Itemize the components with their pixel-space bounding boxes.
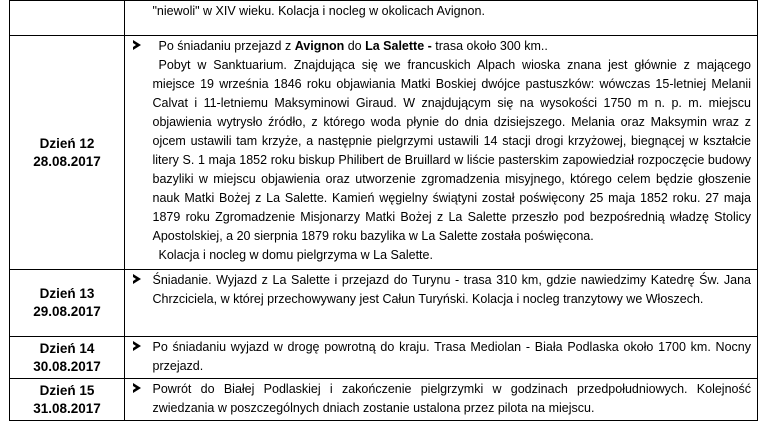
day-cell <box>10 270 125 337</box>
table-row <box>10 337 758 379</box>
day-cell <box>10 337 125 379</box>
day-cell <box>10 1 125 36</box>
description-text: Śniadanie. Wyjazd z La Salette i przejazd do Turynu - trasa 310 km, gdzie nawiedzimy Katedrę Św. Jana Chrzciciela, w której przechowywany jest Całun Turyński. Kolacja i nocleg tranzytowy we Włoszech. <box>152 273 751 306</box>
description-cell <box>149 270 758 337</box>
day-label: Dzień 15 <box>39 382 95 398</box>
description-cell <box>149 337 758 379</box>
description-lead: Po śniadaniu przejazd z Avignon do La Salette - trasa około 300 km.. <box>158 39 548 53</box>
table-row <box>10 379 758 421</box>
description-text: "niewoli" w XIV wieku. Kolacja i nocleg w okolicach Avignon. <box>152 4 485 18</box>
day-label: Dzień 12 <box>39 135 95 151</box>
day-date: 28.08.2017 <box>33 153 101 169</box>
day-date: 30.08.2017 <box>33 358 101 374</box>
day-date: 31.08.2017 <box>33 400 101 416</box>
day-label: Dzień 13 <box>39 286 95 301</box>
bullet-cell <box>125 1 149 36</box>
day-label: Dzień 14 <box>39 340 95 356</box>
table-row <box>10 270 758 337</box>
table-row <box>10 36 758 270</box>
bullet-cell <box>125 36 149 270</box>
table-row <box>10 1 758 36</box>
day-date: 29.08.2017 <box>33 304 101 319</box>
bullet-cell <box>125 337 149 379</box>
arrow-bullet-icon <box>133 383 141 393</box>
description-cell <box>149 36 758 270</box>
itinerary-table <box>9 0 758 421</box>
arrow-bullet-icon <box>133 341 141 351</box>
bullet-cell <box>125 379 149 421</box>
destination-place: La Salette - <box>365 39 432 53</box>
day-cell <box>10 36 125 270</box>
description-cell <box>149 379 758 421</box>
arrow-bullet-icon <box>133 274 141 284</box>
description-text: Kolacja i nocleg w domu pielgrzyma w La Salette. <box>158 248 433 262</box>
description-text: Po śniadaniu wyjazd w drogę powrotną do kraju. Trasa Mediolan - Biała Podlaska około 1700 km. Nocny przejazd. <box>152 340 751 373</box>
arrow-bullet-icon <box>133 40 141 50</box>
description-text: Powrót do Białej Podlaskiej i zakończenie pielgrzymki w godzinach przedpołudniowych. Kolejność zwiedzania w poszczególnych dniach zostanie ustalona przez pilota na miejscu. <box>152 382 751 415</box>
bullet-cell <box>125 270 149 337</box>
description-text: Pobyt w Sanktuarium. Znajdująca się we francuskich Alpach wioska znana jest głównie z mającego miejsce 19 września 1846 roku objawiania Matki Boskiej dwójce pastuszków: wówczas 15-letniej Melanii Calvat i 11-letniemu Maksyminowi Giraud. W znajdującym się na wysokości 1750 m n. p. m. miejscu objawienia wytrysło źródło, z którego woda płynie do dnia dzisiejszego. Melania oraz Maksymin wraz z ojcem ustawili tam krzyże, a następnie pielgrzymi ustawili 14 stacji drogi krzyżowej, biegnącej w kształcie litery S. 1 maja 1852 roku biskup Philibert de Bruillard w liście pasterskim zapowiedział rozpoczęcie budowy bazyliki w miejscu objawienia oraz utworzenie zgromadzenia misyjnego, którego celem będzie głoszenie nauk Matki Bożej z La Salette. Kamień węgielny świątyni został poświęcony 25 maja 1852 roku. 27 maja 1879 roku Zgromadzenie Misjonarzy Matki Bożej z La Salette przeszło pod bezpośrednią władzę Stolicy Apostolskiej, a 20 sierpnia 1879 roku bazylika w La Salette została poświęcona. <box>152 58 751 243</box>
day-cell <box>10 379 125 421</box>
description-cell <box>149 1 758 36</box>
origin-place: Avignon <box>294 39 345 53</box>
